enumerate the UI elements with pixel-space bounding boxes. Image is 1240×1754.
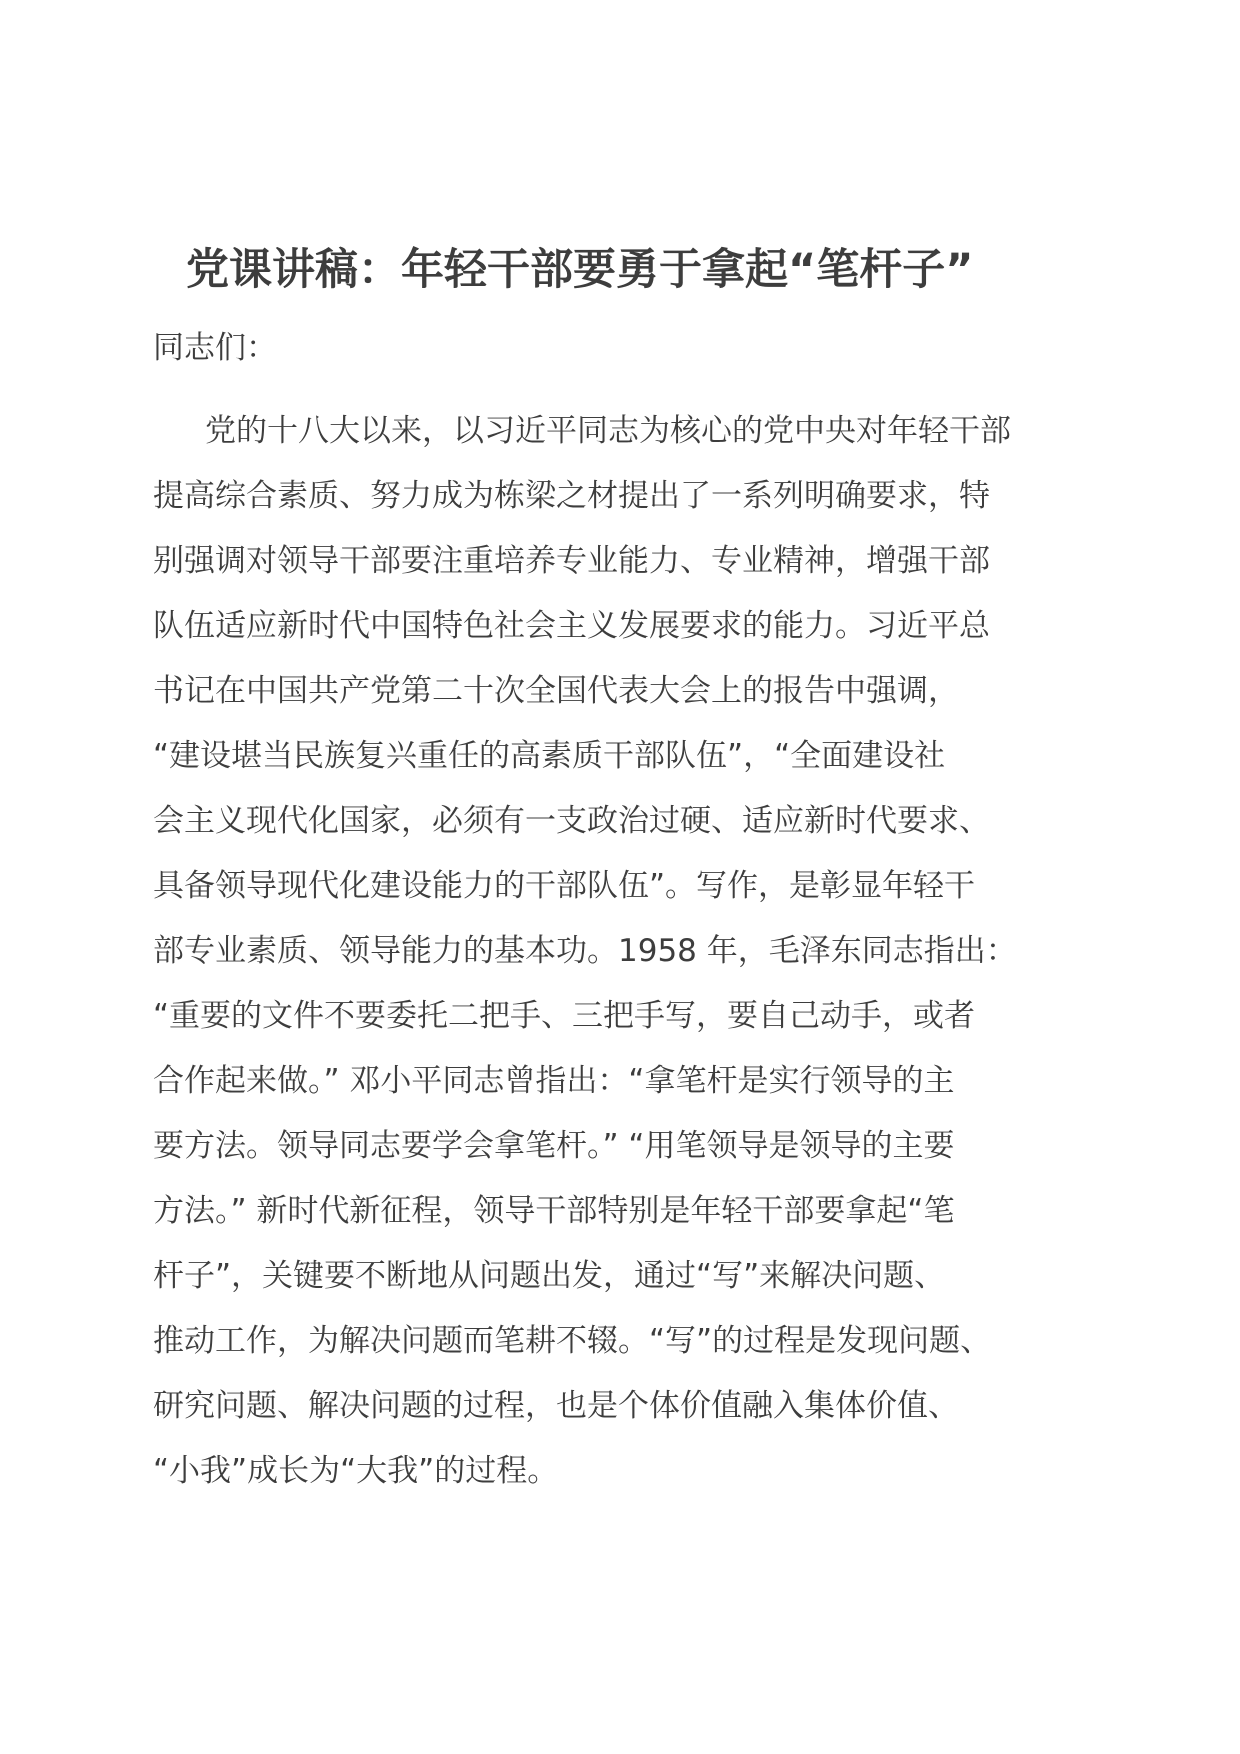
paragraph-line: 杆子”，关键要不断地从问题出发，通过“写”来解决问题、 (153, 1258, 946, 1294)
paragraph-line: 具备领导现代化建设能力的干部队伍”。写作，是彰显年轻干 (153, 868, 976, 904)
paragraph-line: 会主义现代化国家，必须有一支政治过硬、适应新时代要求、 (153, 803, 990, 839)
paragraph-line: “小我”成长为“大我”的过程。 (153, 1453, 559, 1489)
paragraph-line: 合作起来做。” 邓小平同志曾指出：“拿笔杆是实行领导的主 (153, 1063, 955, 1099)
paragraph-line: 队伍适应新时代中国特色社会主义发展要求的能力。习近平总 (153, 608, 990, 644)
document-title: 党课讲稿：年轻干部要勇于拿起“笔杆子” (186, 245, 974, 295)
paragraph-line: 党的十八大以来，以习近平同志为核心的党中央对年轻干部 (205, 413, 1011, 449)
paragraph-line: 书记在中国共产党第二十次全国代表大会上的报告中强调， (153, 673, 959, 709)
paragraph-line: 方法。” 新时代新征程，领导干部特别是年轻干部要拿起“笔 (153, 1193, 955, 1229)
paragraph-line: 部专业素质、领导能力的基本功。1958 年，毛泽东同志指出： (153, 933, 1017, 969)
paragraph-line: “建设堪当民族复兴重任的高素质干部队伍”，“全面建设社 (153, 738, 946, 774)
paragraph-line: 推动工作，为解决问题而笔耕不辍。“写”的过程是发现问题、 (153, 1323, 992, 1359)
paragraph-line: 别强调对领导干部要注重培养专业能力、专业精神，增强干部 (153, 543, 990, 579)
paragraph-line: “重要的文件不要委托二把手、三把手写，要自己动手，或者 (153, 998, 976, 1034)
paragraph-line: 提高综合素质、努力成为栋梁之材提出了一系列明确要求，特 (153, 478, 990, 514)
body-paragraph (153, 399, 1113, 1504)
paragraph-line: 要方法。领导同志要学会拿笔杆。” “用笔领导是领导的主要 (153, 1128, 955, 1164)
salutation: 同志们： (153, 330, 277, 366)
paragraph-line: 研究问题、解决问题的过程，也是个体价值融入集体价值、 (153, 1388, 959, 1424)
